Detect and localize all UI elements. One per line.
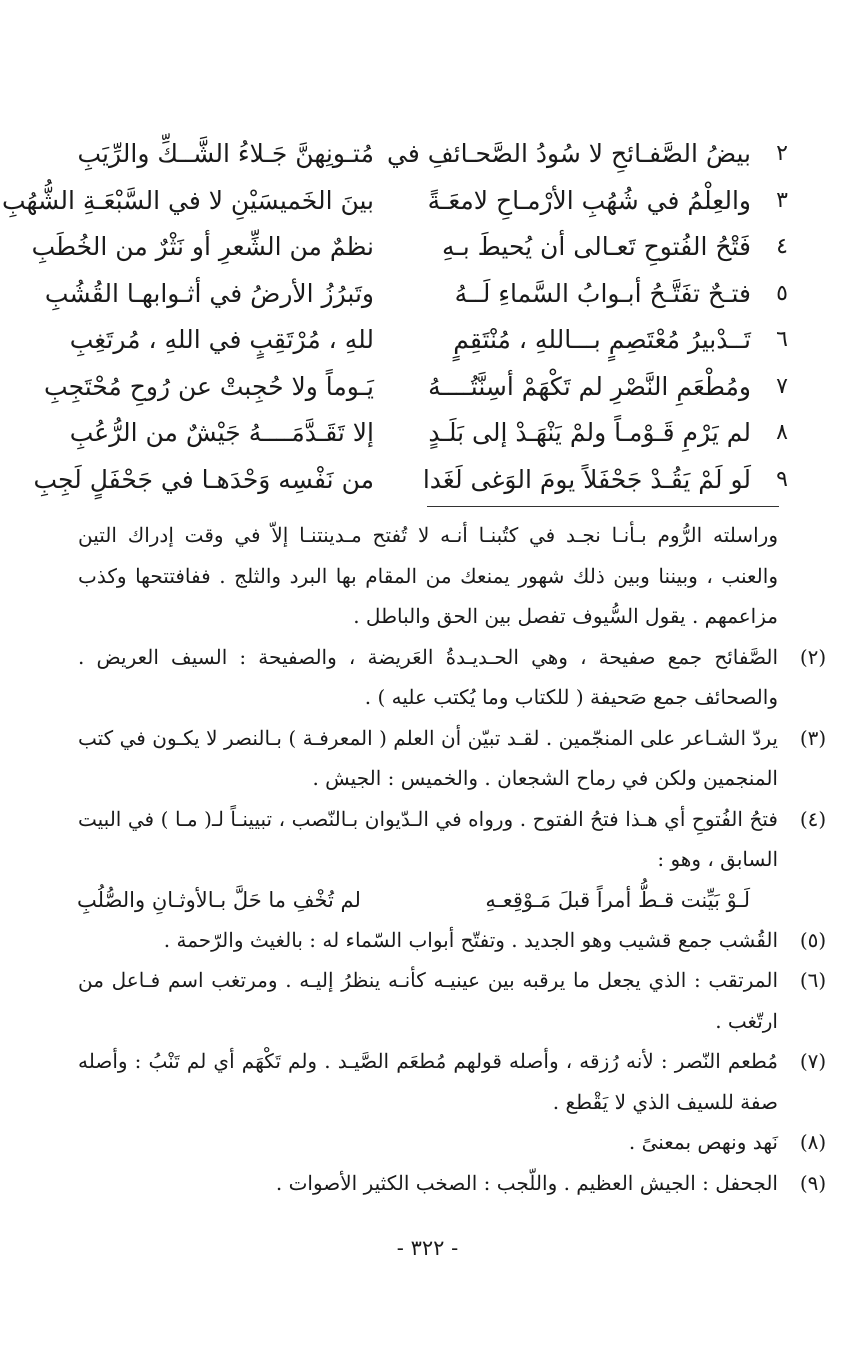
verse-number: ٧ — [776, 373, 788, 399]
footnote-number: (٨) — [799, 1130, 827, 1154]
footnote-number: (٩) — [799, 1170, 827, 1195]
footnote-9 — [78, 1163, 827, 1204]
verse-row — [33, 463, 795, 510]
footnote-intro: وراسلته الرُّوم بـأنـا نجـد في كتُبنـا أنـه لا تُفتح مـدينتنـا إلاّ في وقت إدراك التين والعنب ، وبيننا وبين ذلك شهور يمنعك من المقام بها البرد والثلج . ففافتتحها وكذب مزاعمهم . يقول السُّيوف تفصل بين الحق والباطل . — [78, 523, 778, 628]
quoted-verse-second: لم تُخْفِ ما حَلَّ بـالأوثـانِ والصُّلُبِ — [77, 887, 361, 912]
footnote-7 — [78, 1041, 827, 1122]
poem-verses — [1, 137, 795, 509]
footnote-6 — [78, 960, 827, 1041]
verse-row — [69, 416, 795, 463]
footnote-text: المرتقب : الذي يجعل ما يرقبه بين عينيـه كأنـه ينظرُ إليـه . ومرتغب اسم فـاعل من ارتّغب . — [78, 968, 778, 1033]
footnote-3 — [78, 718, 827, 799]
verse-second-hemistich: من نَفْسِه وَحْدَهـا في جَحْفَلٍ لَجِبِ — [33, 464, 374, 494]
verse-row — [69, 323, 795, 370]
verse-row — [75, 137, 795, 184]
verse-second-hemistich: مُتـونِهنَّ جَـلاءُ الشَّــكِّ والرِّيَبِ — [77, 139, 374, 168]
verse-second-hemistich: يَـوماً ولا حُجِبتْ عن رُوحِ مُحْتَجِبِ — [44, 371, 374, 401]
footnote-number: (٦) — [799, 968, 827, 992]
verse-first-hemistich: بيضُ الصَّفـائحِ لا سُودُ الصَّحـائفِ في — [387, 139, 751, 168]
verse-number: ٤ — [776, 234, 788, 259]
verse-first-hemistich: لم يَرْمِ قَـوْمـاً ولمْ يَنْهَـدْ إلى بَلَـدٍ — [428, 418, 751, 447]
footnote-text: نَهد ونهص بمعنىً . — [628, 1130, 778, 1154]
verse-number: ٣ — [776, 187, 788, 213]
verse-first-hemistich: فتـحٌ تفَتَّـحُ أبـوابُ السَّماءِ لَــهُ — [454, 278, 751, 308]
footnote-8 — [78, 1122, 827, 1163]
footnote-text: الجحفل : الجيش العظيم . واللّجب : الصخب الكثير الأصوات . — [275, 1170, 778, 1195]
footnote-2 — [78, 637, 827, 718]
verse-first-hemistich: فَتْحُ الفُتوحِ تَعـالى أن يُحيطَ بـهِ — [442, 232, 751, 261]
verse-row — [44, 370, 795, 417]
verse-row — [31, 230, 795, 277]
footnote-text: يردّ الشـاعر على المنجّمين . لقـد تبيّن أن العلم ( المعرفـة ) بـالنصر لا يكـون في كتب المنجمين ولكن في رماح الشجعان . والخميس : الجيش . — [78, 725, 778, 790]
verse-second-hemistich: للهِ ، مُرْتَقِبٍ في اللهِ ، مُرتَغِبِ — [69, 325, 374, 354]
verse-first-hemistich: ومُطْعَمِ النَّصْرِ لم تَكْهَمْ أسِنَّتُــــهُ — [428, 371, 751, 401]
verse-second-hemistich: بينَ الخَميسَيْنِ لا في السَّبْعَـةِ الشُّهُبِ — [1, 185, 374, 215]
verse-first-hemistich: والعِلْمُ في شُهُبِ الأرْمـاحِ لامعَـةً — [427, 185, 751, 215]
verse-first-hemistich: تَــدْبيرُ مُعْتَصِمٍ بـــاللهِ ، مُنْتَقِمٍ — [453, 325, 751, 354]
footnote-number: (٢) — [799, 644, 827, 669]
verse-first-hemistich: لَو لَمْ يَقُـدْ جَحْفَلاً يومَ الوَغى لَغَدا — [422, 464, 751, 494]
footnotes — [77, 515, 827, 1203]
verse-number: ٨ — [776, 420, 788, 445]
quoted-verse — [78, 880, 778, 920]
footnote-text: مُطعم النّصر : لأنه رُزقه ، وأصله قولهم مُطعَم الصَّيـد . ولم تَكْهَم أي لم تَنْبُ : وأصله صفة للسيف الذي لا يَقْطع . — [78, 1049, 778, 1114]
footnote-number: (٧) — [799, 1049, 827, 1073]
footnote-4 — [77, 799, 827, 920]
page-number: - ٣٢٢ - — [396, 1236, 459, 1260]
verse-number: ٥ — [776, 280, 788, 306]
quoted-verse-first: لَـوْ بَيِّنت قـطُّ أمراً قبلَ مَـوْقِعـهِ — [485, 887, 750, 912]
footnote-text: فتحُ الفُتوحِ أي هـذا فتحُ الفتوح . ورواه في الـدّيوان بـالنّصب ، تبيينـاً لـ( مـا ) في البيت السابق ، وهو : — [78, 806, 778, 871]
footnote-divider — [427, 506, 779, 507]
verse-number: ٢ — [776, 141, 788, 166]
footnote-number: (٣) — [799, 725, 827, 750]
verse-second-hemistich: وتَبرُزُ الأرضُ في أثـوابهـا القُشُبِ — [44, 278, 374, 308]
footnote-text: الصَّفائح جمع صفيحة ، وهي الحـديـدةُ العَريضة ، والصفيحة : السيف العريض . والصحائف جمع صَحيفة ( للكتاب وما يُكتب عليه ) . — [78, 644, 778, 709]
verse-number: ٩ — [776, 466, 788, 492]
verse-row — [1, 184, 795, 231]
verse-row — [44, 277, 795, 324]
verse-number: ٦ — [776, 327, 788, 352]
footnote-number: (٤) — [799, 806, 827, 831]
footnote-5 — [78, 920, 827, 961]
footnote-text: القُشب جمع قشيب وهو الجديد . وتفتّح أبواب السّماء له : بالغيث والرّحمة . — [163, 927, 778, 952]
verse-second-hemistich: نظمٌ من الشِّعرِ أو نَثْرٌ من الخُطَبِ — [31, 232, 374, 261]
footnote-number: (٥) — [799, 927, 827, 952]
verse-second-hemistich: إلا تَقَـدَّمَــــهُ جَيْشٌ من الرُّعُبِ — [69, 418, 374, 447]
